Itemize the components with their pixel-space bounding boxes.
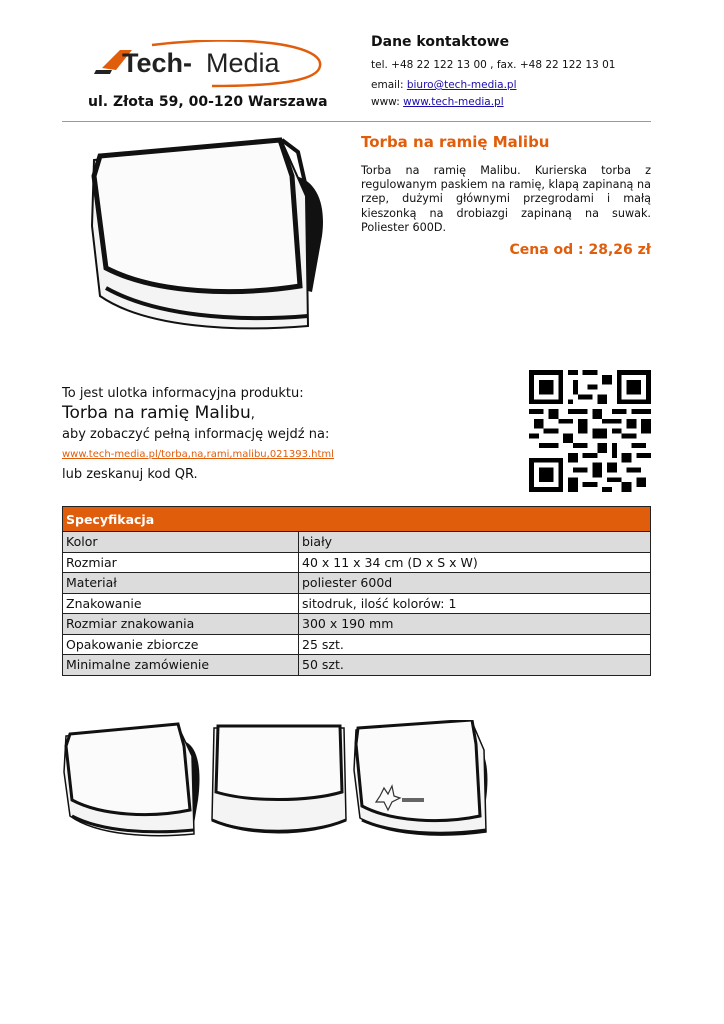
product-price: Cena od : 28,26 zł bbox=[509, 242, 651, 258]
tech-media-logo bbox=[92, 40, 322, 88]
spec-key: Rozmiar znakowania bbox=[63, 614, 299, 635]
contact-www bbox=[371, 96, 504, 108]
table-row bbox=[63, 634, 651, 655]
logo-text-2: Media bbox=[206, 48, 280, 78]
spec-header-row bbox=[63, 507, 651, 532]
spec-value: biały bbox=[299, 532, 651, 553]
spec-value: 300 x 190 mm bbox=[299, 614, 651, 635]
spec-key: Rozmiar bbox=[63, 552, 299, 573]
spec-header: Specyfikacja bbox=[63, 507, 651, 532]
info-product-name bbox=[62, 403, 255, 423]
contact-phone: tel. +48 22 122 13 00 , fax. +48 22 122 13 01 bbox=[371, 59, 616, 71]
spec-key: Materiał bbox=[63, 573, 299, 594]
contact-title: Dane kontaktowe bbox=[371, 34, 510, 50]
info-name-text: Torba na ramię Malibu bbox=[62, 403, 251, 423]
logo-text-1: Tech- bbox=[122, 48, 193, 78]
product-image-bag bbox=[86, 136, 330, 332]
email-label: email: bbox=[371, 79, 407, 91]
product-url-link[interactable]: www.tech-media.pl/torba,na,rami,malibu,021393.html bbox=[62, 449, 334, 460]
spec-value: poliester 600d bbox=[299, 573, 651, 594]
info-scan: lub zeskanuj kod QR. bbox=[62, 467, 198, 482]
qr-code bbox=[529, 370, 651, 492]
www-label: www: bbox=[371, 96, 404, 108]
gallery-image-2 bbox=[208, 720, 348, 838]
spec-value: 25 szt. bbox=[299, 634, 651, 655]
table-row bbox=[63, 532, 651, 553]
spec-key: Kolor bbox=[63, 532, 299, 553]
company-address: ul. Złota 59, 00-120 Warszawa bbox=[88, 94, 328, 110]
info-visit: aby zobaczyć pełną informację wejdź na: bbox=[62, 427, 330, 442]
contact-email bbox=[371, 79, 517, 91]
spec-key: Opakowanie zbiorcze bbox=[63, 634, 299, 655]
table-row bbox=[63, 655, 651, 676]
info-name-suffix: , bbox=[250, 407, 255, 422]
product-title: Torba na ramię Malibu bbox=[361, 133, 550, 151]
spec-value: 40 x 11 x 34 cm (D x S x W) bbox=[299, 552, 651, 573]
spec-value: 50 szt. bbox=[299, 655, 651, 676]
gallery-image-3-branded bbox=[352, 720, 492, 838]
info-intro: To jest ulotka informacyjna produktu: bbox=[62, 386, 304, 401]
table-row bbox=[63, 552, 651, 573]
www-link[interactable]: www.tech-media.pl bbox=[403, 96, 504, 108]
table-row bbox=[63, 614, 651, 635]
product-description: Torba na ramię Malibu. Kurierska torba z regulowanym paskiem na ramię, klapą zapinaną na rzep, dużymi głównymi przegrodami i małą kieszonką na drobiazgi zapinaną na suwak. Poliester 600D. bbox=[361, 164, 651, 234]
email-link[interactable]: biuro@tech-media.pl bbox=[406, 79, 517, 91]
header-divider bbox=[62, 121, 651, 122]
spec-key: Minimalne zamówienie bbox=[63, 655, 299, 676]
spec-value: sitodruk, ilość kolorów: 1 bbox=[299, 593, 651, 614]
table-row bbox=[63, 593, 651, 614]
spec-table bbox=[62, 506, 651, 676]
gallery-image-1 bbox=[62, 720, 204, 838]
table-row bbox=[63, 573, 651, 594]
spec-key: Znakowanie bbox=[63, 593, 299, 614]
